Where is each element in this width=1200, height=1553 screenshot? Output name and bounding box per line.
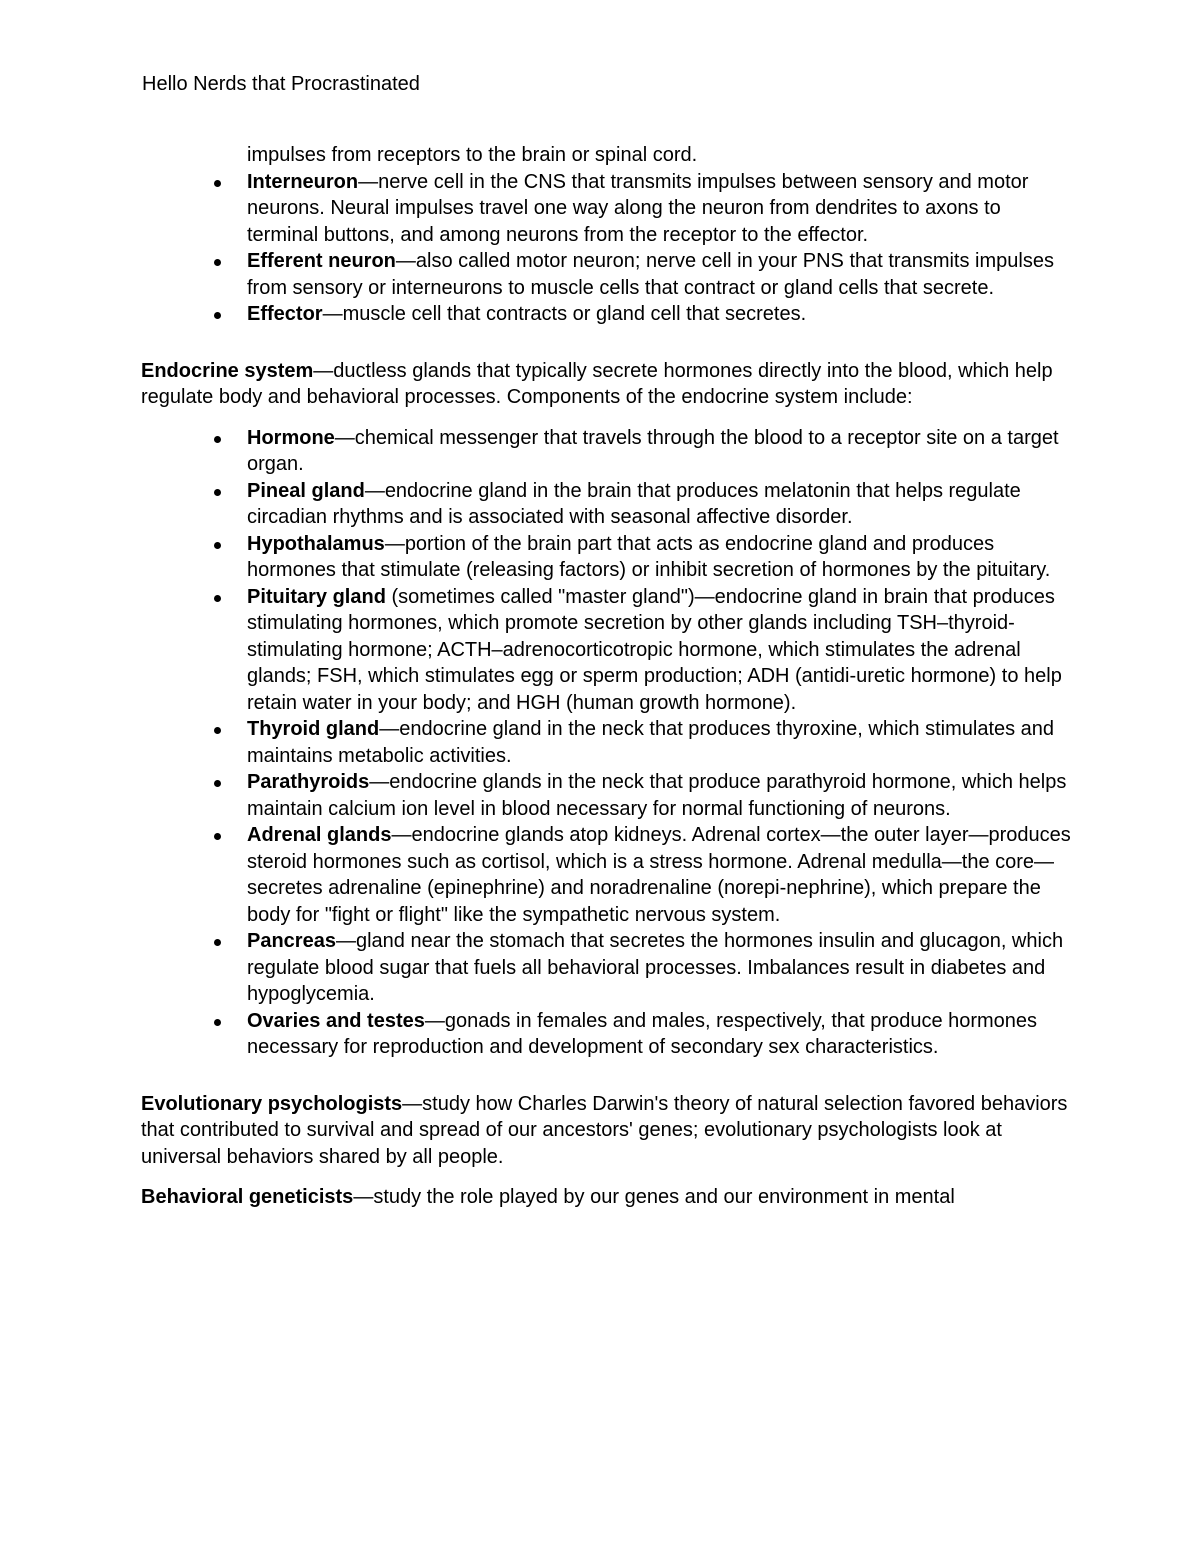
list-item (141, 716, 1071, 769)
definition: —study how Charles Darwin's theory of natural selection favored behaviors that contributed to survival and spread of our ancestors' genes; evolutionary psychologists look at universal behaviors shared by all people. (141, 1092, 1068, 1168)
behavioral-paragraph (141, 1184, 1071, 1211)
term: Pineal gland (247, 479, 365, 502)
definition: —ductless glands that typically secrete hormones directly into the blood, which help regulate body and behavioral processes. Components of the endocrine system include: (141, 359, 1053, 408)
definition: —endocrine gland in the brain that produces melatonin that helps regulate circadian rhythms and is associated with seasonal affective disorder. (247, 479, 1021, 528)
bullet-icon (214, 780, 221, 787)
list-item (141, 769, 1071, 822)
evolutionary-paragraph (141, 1091, 1071, 1171)
page-header: Hello Nerds that Procrastinated (142, 73, 420, 95)
bullet-icon (214, 1019, 221, 1026)
bullet-icon (214, 595, 221, 602)
list-item (141, 1008, 1071, 1061)
term: Behavioral geneticists (141, 1186, 354, 1208)
term: Parathyroids (247, 771, 370, 793)
term: Pancreas (247, 930, 336, 952)
term: Ovaries and testes (247, 1009, 425, 1032)
definition: —endocrine gland in the neck that produces thyroxine, which stimulates and maintains metabolic activities. (247, 718, 1055, 767)
nervous-system-list (141, 142, 1071, 328)
bullet-icon (214, 312, 221, 319)
definition: —gonads in females and males, respectively, that produce hormones necessary for reproduction and development of secondary sex characteristics. (247, 1009, 1038, 1058)
term: Interneuron (247, 170, 359, 193)
list-item (141, 301, 1071, 328)
definition: —endocrine glands in the neck that produce parathyroid hormone, which helps maintain calcium ion level in blood necessary for normal functioning of neurons. (247, 771, 1067, 820)
term: Adrenal glands (247, 824, 392, 846)
bullet-icon (214, 259, 221, 266)
endocrine-list (141, 425, 1071, 1061)
bullet-icon (214, 833, 221, 840)
list-item (141, 478, 1071, 531)
definition: —gland near the stomach that secretes the hormones insulin and glucagon, which regulate blood sugar that fuels all behavioral processes. Imbalances result in diabetes and hypoglycemia. (247, 930, 1064, 1005)
list-item (141, 425, 1071, 478)
term: Endocrine system (141, 359, 314, 382)
term: Hormone (247, 426, 335, 449)
term: Effector (247, 303, 323, 325)
definition: —also called motor neuron; nerve cell in your PNS that transmits impulses from sensory or interneurons to muscle cells that contract or gland cells that secrete. (247, 250, 1054, 299)
term: Hypothalamus (247, 532, 385, 555)
list-item (141, 584, 1071, 717)
list-item (141, 822, 1071, 928)
list-item (141, 169, 1071, 249)
definition: —study the role played by our genes and our environment in mental (353, 1186, 955, 1208)
definition: —portion of the brain part that acts as endocrine gland and produces hormones that stimulate (releasing factors) or inhibit secretion of hormones by the pituitary. (247, 532, 1051, 581)
bullet-icon (214, 939, 221, 946)
definition: (sometimes called "master gland")—endocrine gland in brain that produces stimulating hormones, which promote secretion by other glands including TSH–thyroid-stimulating hormone; ACTH–adrenocorticotropic hormone, which stimulates the adrenal glands; FSH, which stimulates egg or sperm production; ADH (antidi-uretic hormone) to help retain water in your body; and HGH (human growth hormone). (247, 585, 1062, 714)
bullet-icon (214, 489, 221, 496)
term: Evolutionary psychologists (141, 1092, 403, 1115)
definition: —muscle cell that contracts or gland cell that secretes. (322, 303, 807, 325)
bullet-icon (214, 180, 221, 187)
list-item (141, 531, 1071, 584)
document-body (141, 142, 1071, 1211)
definition: —chemical messenger that travels through the blood to a receptor site on a target organ. (247, 426, 1059, 475)
term: Pituitary gland (247, 585, 386, 608)
list-continuation: impulses from receptors to the brain or spinal cord. (247, 144, 698, 166)
list-item (141, 248, 1071, 301)
bullet-icon (214, 727, 221, 734)
bullet-icon (214, 436, 221, 443)
endocrine-paragraph (141, 358, 1071, 411)
bullet-icon (214, 542, 221, 549)
term: Thyroid gland (247, 718, 380, 740)
term: Efferent neuron (247, 250, 396, 272)
definition: —endocrine glands atop kidneys. Adrenal cortex—the outer layer—produces steroid hormones such as cortisol, which is a stress hormone. Adrenal medulla—the core—secretes adrenaline (epinephrine) and noradrenaline (norepi-nephrine), which prepare the body for "fight or flight" like the sympathetic nervous system. (247, 824, 1071, 926)
list-item (141, 928, 1071, 1008)
definition: —nerve cell in the CNS that transmits impulses between sensory and motor neurons. Neural impulses travel one way along the neuron from dendrites to axons to terminal buttons, and among neurons from the receptor to the effector. (247, 170, 1029, 246)
